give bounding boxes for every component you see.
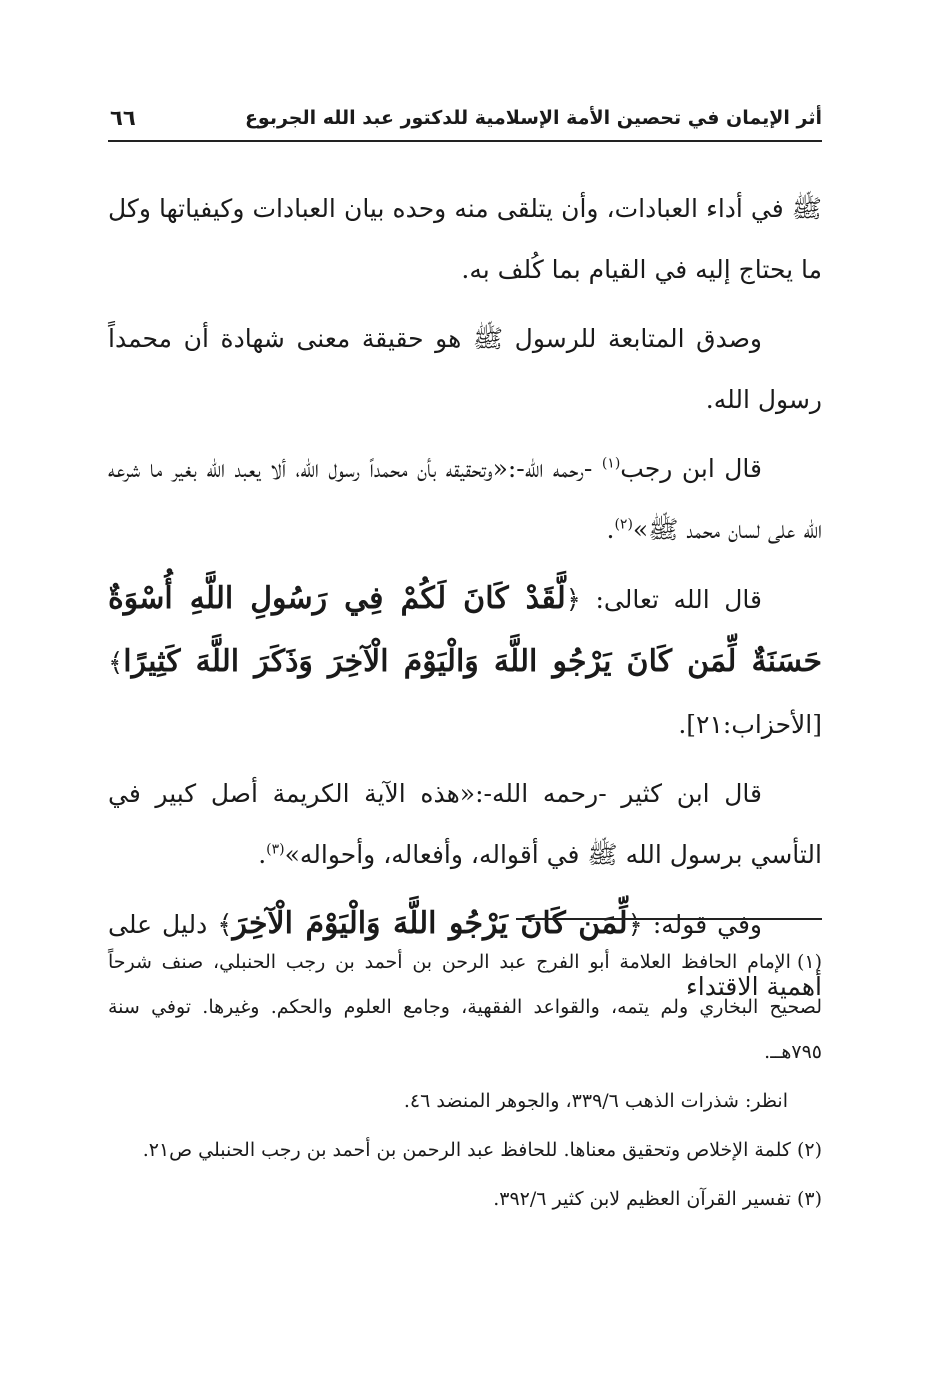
quran-close-bracket: ﴾ [108, 648, 124, 678]
footnote-1-source [108, 1079, 822, 1124]
footnote-3-text: تفسير القرآن العظيم لابن كثير ٣٩٢/٦. [493, 1188, 791, 1210]
paragraph-5 [108, 763, 822, 885]
paragraph-3-end: . [606, 515, 615, 544]
main-text [108, 178, 822, 1025]
footnote-ref-1: (١) [601, 455, 621, 472]
footnote-1 [108, 940, 822, 1075]
quran-close-bracket-2: ﴾ [217, 910, 233, 940]
running-title: أثر الإيمان في تحصين الأمة الإسلامية للدكتور عبد الله الجربوع [244, 107, 822, 129]
footnote-2-text: كلمة الإخلاص وتحقيق معناها. للحافظ عبد الرحمن بن أحمد بن رجب الحنبلي ص٢١. [142, 1139, 791, 1161]
footnote-separator [516, 918, 822, 920]
footnote-ref-3: (٣) [266, 841, 285, 858]
quran-verse: لَّقَدْ كَانَ لَكُمْ فِي رَسُولِ اللَّهِ أُسْوَةٌ حَسَنَةٌ لِّمَن كَانَ يَرْجُو اللَّهَ وَالْيَوْمَ الْآخِرَ وَذَكَرَ اللَّهَ كَثِيرًا [108, 581, 822, 679]
paragraph-3-text-a: قال ابن رجب [620, 454, 762, 483]
quran-verse-2: لِّمَن كَانَ يَرْجُو اللَّهَ وَالْيَوْمَ الْآخِرَ [232, 906, 628, 941]
footnote-1-number: (١) [796, 951, 822, 973]
footnote-2 [108, 1128, 822, 1173]
paragraph-1 [108, 178, 822, 300]
footnote-2-number: (٢) [796, 1139, 822, 1161]
paragraph-5-text: قال ابن كثير -رحمه الله-:«هذه الآية الكريمة أصل كبير في التأسي برسول الله ﷺ في أقواله، وأفعاله، وأحواله» [108, 779, 822, 869]
footnote-3 [108, 1177, 822, 1222]
footnote-1-text: الإمام الحافظ العلامة أبو الفرج عبد الرحن بن أحمد بن رجب الحنبلي، صنف شرحاً لصحيح البخاري ولم يتمه، والقواعد الفقهية، وجامع العلوم والحكم. وغيرها. توفي سنة ٧٩٥هــ. [108, 951, 822, 1063]
paragraph-3-text-b: -رحمه الله-:«وتحقيقه بأن محمداً رسول الله، ألا يعبد الله بغير ما شرعه الله على لسان محمد ﷺ» [108, 454, 822, 544]
paragraph-4-text-a: قال الله تعالى: [580, 585, 762, 614]
page-number: ٦٦ [110, 106, 136, 130]
paragraph-6-text-b: دليل على أهمية الاقتداء [108, 910, 822, 1001]
running-header [108, 96, 822, 142]
quran-open-bracket: ﴿ [565, 585, 581, 615]
paragraph-3 [108, 438, 822, 560]
verse-reference: [الأحزاب:٢١]. [678, 710, 822, 739]
paragraph-6-text-a: وفي قوله: [642, 910, 762, 939]
paragraph-2-text: وصدق المتابعة للرسول ﷺ هو حقيقة معنى شهادة أن محمداً رسول الله. [108, 324, 822, 414]
footnotes [108, 940, 822, 1226]
paragraph-1-text: ﷺ في أداء العبادات، وأن يتلقى منه وحده بيان العبادات وكيفياتها وكل ما يحتاج إليه في القيام بما كُلف به. [108, 194, 822, 284]
quran-open-bracket-2: ﴿ [627, 910, 643, 940]
footnote-1-source-text: انظر: شذرات الذهب ٣٣٩/٦، والجوهر المنضد ٤٦. [403, 1090, 788, 1112]
paragraph-2 [108, 308, 822, 430]
footnote-ref-2: (٢) [614, 516, 633, 533]
paragraph-5-end: . [258, 840, 267, 869]
footnote-3-number: (٣) [796, 1188, 822, 1210]
paragraph-4 [108, 568, 822, 755]
